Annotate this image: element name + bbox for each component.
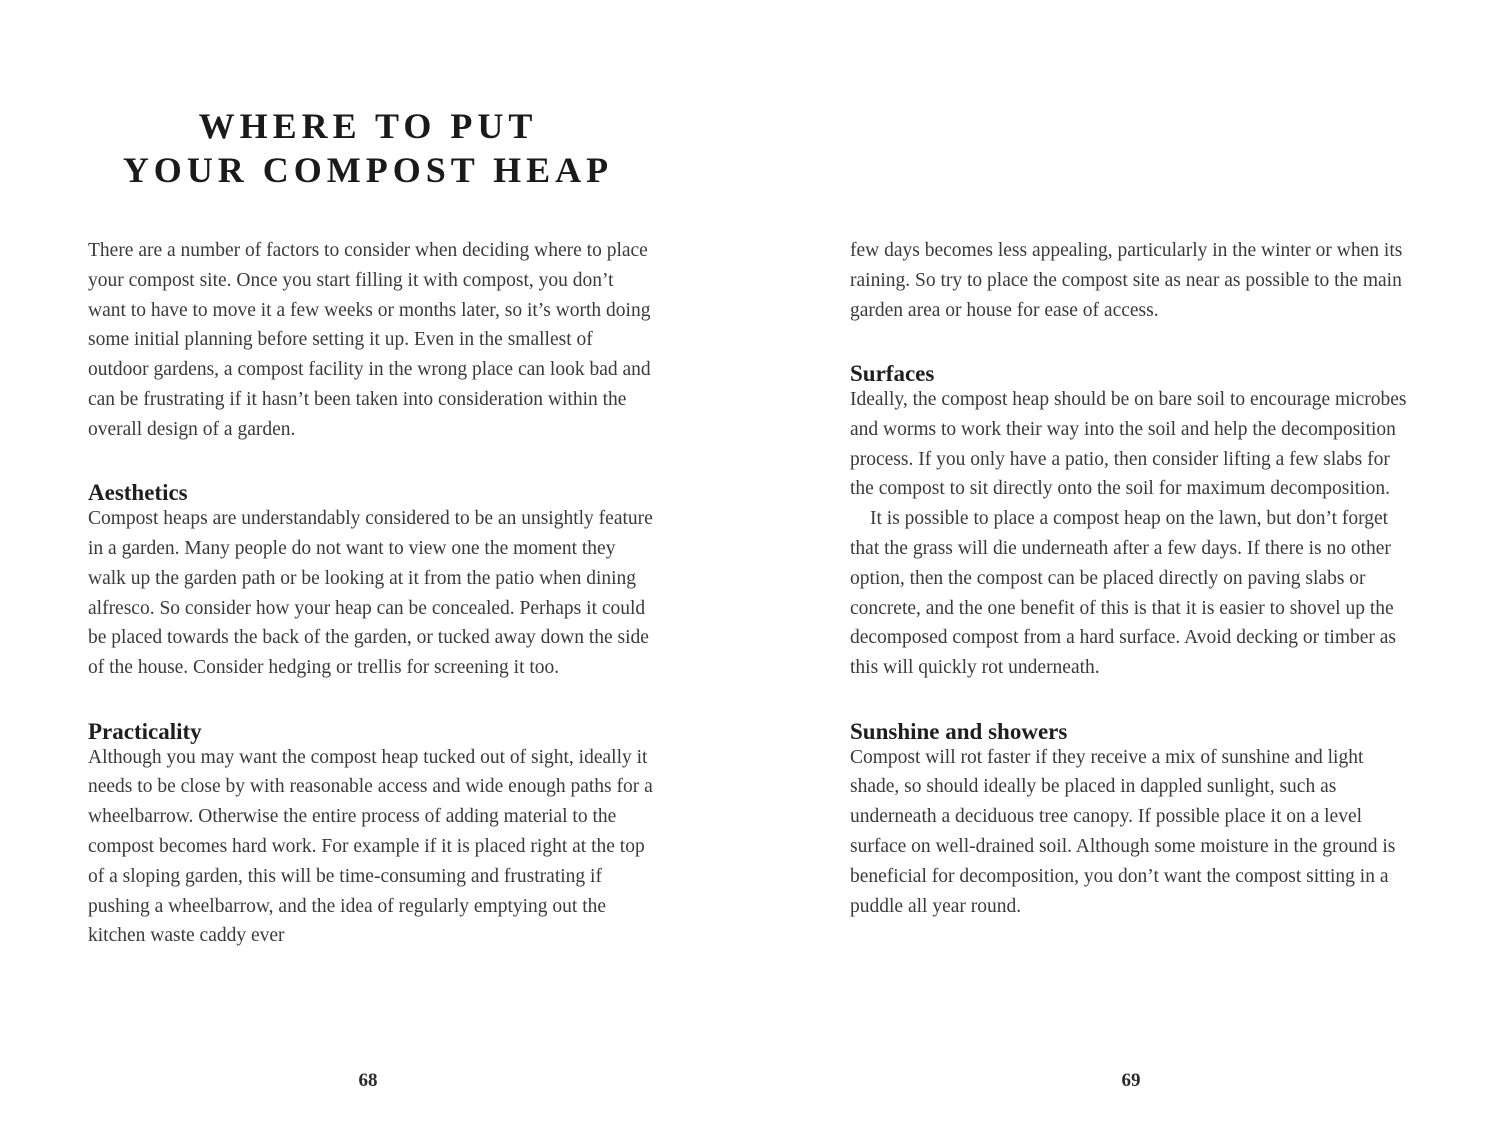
page-title	[88, 104, 648, 192]
section-spacer	[88, 683, 653, 713]
title-line-2: YOUR COMPOST HEAP	[122, 150, 614, 190]
section-spacer	[88, 445, 653, 475]
section-spacer	[850, 325, 1415, 355]
continuation-paragraph: few days becomes less appealing, particularly in the winter or when its raining. So try to place the compost site as near as possible to the main garden area or house for ease of access.	[850, 240, 1403, 321]
page-number-right: 69	[1121, 1070, 1141, 1091]
practicality-heading: Practicality	[88, 718, 202, 744]
aesthetics-paragraph: Compost heaps are understandably considered to be an unsightly feature in a garden. Many people do not want to view one the moment they walk up the garden path or be looking at it from the patio when dining alfresco. So consider how your heap can be concealed. Perhaps it could be placed towards the back of the garden, or tucked away down the side of the house. Consider hedging or trellis for screening it too.	[88, 508, 653, 679]
intro-paragraph: There are a number of factors to consider when deciding where to place your compost site. Once you start filling it with compost, you don’t want to have to move it a few weeks or months later, so it’s worth doing some initial planning before setting it up. Even in the smallest of outdoor gardens, a compost facility in the wrong place can look bad and can be frustrating if it hasn’t been taken into consideration within the overall design of a garden.	[88, 240, 651, 440]
right-page	[750, 0, 1500, 1125]
surfaces-paragraph-2: It is possible to place a compost heap on the lawn, but don’t forget that the grass will die underneath after a few days. If there is no other option, then the compost can be placed directly on paving slabs or concrete, and the one benefit of this is that it is easier to shovel up the decomposed compost from a hard surface. Avoid decking or timber as this will quickly rot underneath.	[850, 508, 1397, 679]
surfaces-paragraph-1: Ideally, the compost heap should be on bare soil to encourage microbes and worms to work their way into the soil and help the decomposition process. If you only have a patio, then consider lifting a few slabs for the compost to sit directly onto the soil for maximum decomposition.	[850, 388, 1407, 500]
sunshine-paragraph: Compost will rot faster if they receive a mix of sunshine and light shade, so should ideally be placed in dappled sunlight, such as underneath a deciduous tree canopy. If possible place it on a level surface on well-drained soil. Although some moisture in the ground is beneficial for decomposition, you don’t want the compost sitting in a puddle all year round.	[850, 746, 1396, 917]
aesthetics-heading: Aesthetics	[88, 480, 188, 506]
right-text-column	[850, 236, 1415, 921]
title-line-1: WHERE TO PUT	[198, 106, 538, 146]
practicality-paragraph: Although you may want the compost heap tucked out of sight, ideally it needs to be close by with reasonable access and wide enough paths for a wheelbarrow. Otherwise the entire process of adding material to the compost becomes hard work. For example if it is placed right at the top of a sloping garden, this will be time-consuming and frustrating if pushing a wheelbarrow, and the idea of regularly emptying out the kitchen waste caddy ever	[88, 746, 653, 947]
sunshine-heading: Sunshine and showers	[850, 718, 1068, 744]
page-number-left: 68	[358, 1070, 378, 1091]
section-spacer	[850, 683, 1415, 713]
left-text-column	[88, 236, 653, 951]
surfaces-heading: Surfaces	[850, 361, 935, 387]
